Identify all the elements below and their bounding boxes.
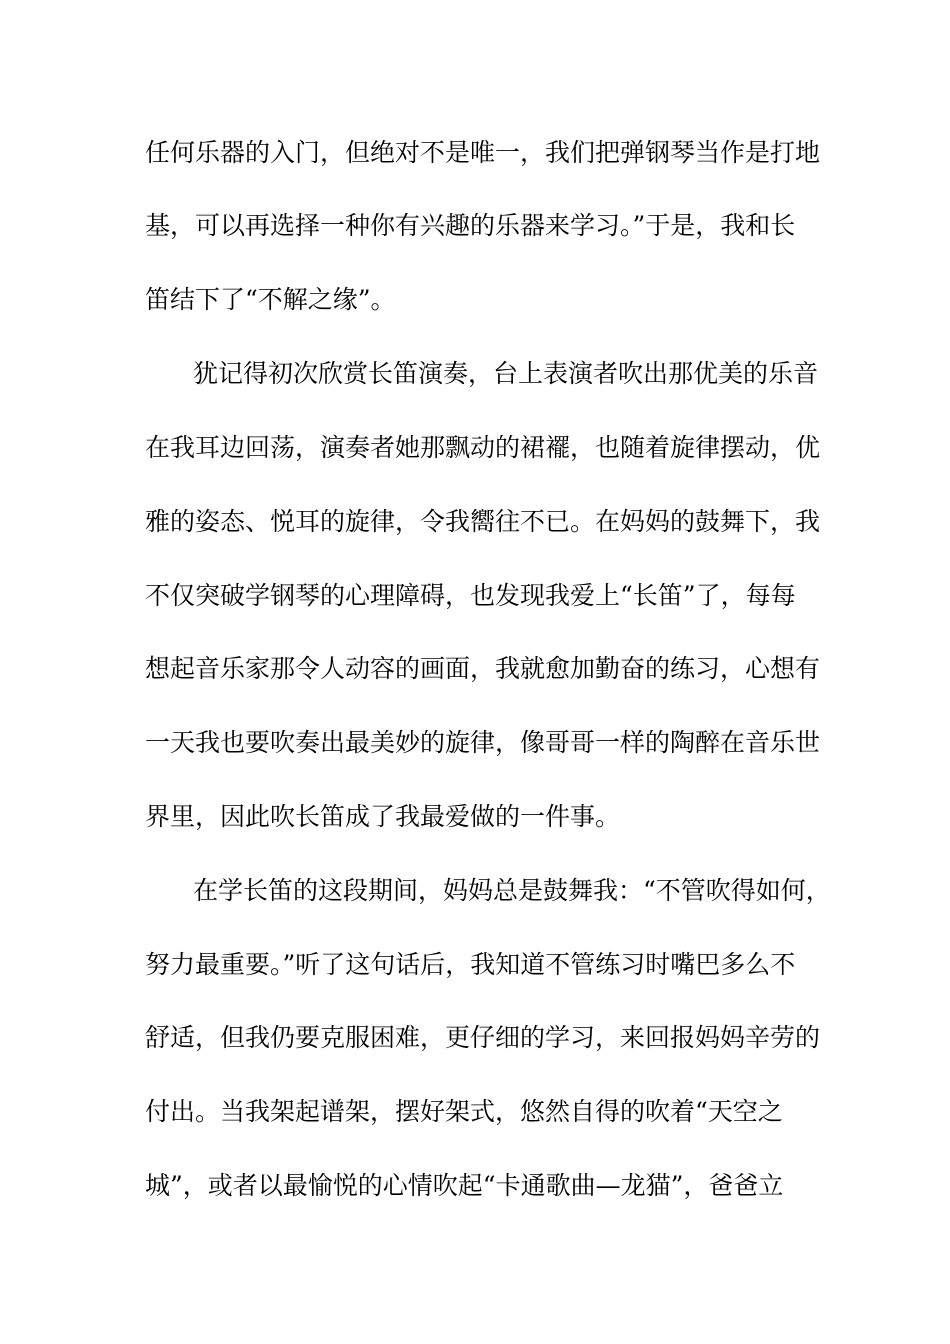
- text-line: 努力最重要。”听了这句话后，我知道不管练习时嘴巴多么不: [145, 950, 796, 979]
- text-line: 城”，或者以最愉悦的心情吹起“卡通歌曲—龙猫”，爸爸立: [145, 1171, 784, 1200]
- text-line: 付出。当我架起谱架，摆好架式，悠然自得的吹着“天空之: [145, 1097, 783, 1126]
- text-line: 舒适，但我仍要克服困难，更仔细的学习，来回报妈妈辛劳的: [145, 1023, 821, 1052]
- text-line: 基，可以再选择一种你有兴趣的乐器来学习。”于是，我和长: [145, 211, 796, 240]
- text-line: 任何乐器的入门，但绝对不是唯一，我们把弹钢琴当作是打地: [145, 138, 821, 167]
- paragraph-start-line: 在学长笛的这段期间，妈妈总是鼓舞我：“不管吹得如何，: [193, 876, 831, 905]
- text-line: 一天我也要吹奏出最美妙的旋律，像哥哥一样的陶醉在音乐世: [145, 728, 821, 757]
- text-line: 雅的姿态、悦耳的旋律，令我嚮往不已。在妈妈的鼓舞下，我: [145, 507, 821, 536]
- text-line: 在我耳边回荡，演奏者她那飘动的裙襬，也随着旋律摆动，优: [145, 433, 821, 462]
- text-line: 笛结下了“不解之缘”。: [145, 285, 396, 314]
- text-line: 不仅突破学钢琴的心理障碍，也发现我爱上“长笛”了，每每: [145, 581, 796, 610]
- text-line: 界里，因此吹长笛成了我最爱做的一件事。: [145, 802, 621, 831]
- paragraph-start-line: 犹记得初次欣赏长笛演奏，台上表演者吹出那优美的乐音: [193, 359, 819, 388]
- text-line: 想起音乐家那令人动容的画面，我就愈加勤奋的练习，心想有: [145, 654, 821, 683]
